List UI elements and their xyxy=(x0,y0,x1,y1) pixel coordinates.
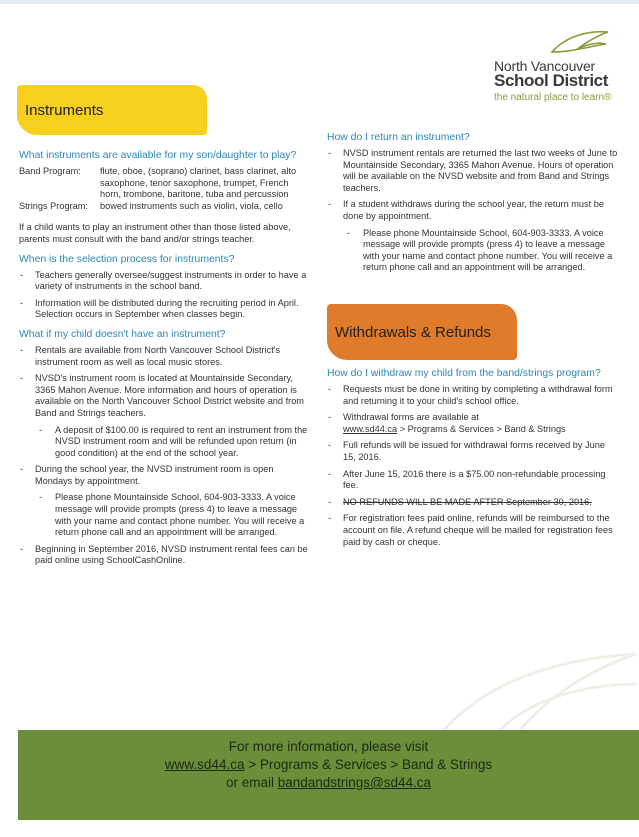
question-return-instrument: How do I return an instrument? xyxy=(327,132,470,143)
list-item: - After June 15, 2016 there is a $75.00 non-refundable processing fee. xyxy=(327,469,619,492)
top-rule xyxy=(0,0,639,4)
footer-banner xyxy=(18,730,639,820)
right-column xyxy=(327,132,619,282)
strings-program-row xyxy=(19,201,309,213)
forms-available-text: Withdrawal forms are available at xyxy=(343,412,479,423)
list-item: - A deposit of $100.00 is required to rent an instrument from the NVSD instrument room and will be refunded upon return (in good condition) at the end of the school year. xyxy=(19,425,309,460)
withdrawals-banner: Withdrawals & Refunds xyxy=(327,304,517,360)
logo-line2: School District xyxy=(494,71,608,90)
list-item: - Full refunds will be issued for withdrawal forms received by June 15, 2016. xyxy=(327,440,619,463)
list-item: - If a student withdraws during the school year, the return must be done by appointment. xyxy=(327,199,619,222)
list-item xyxy=(327,412,619,435)
strings-program-text: bowed instruments such as violin, viola, cello xyxy=(100,200,283,211)
footer-path: > Programs & Services > Band & Strings xyxy=(244,757,493,772)
list-item: - Information will be distributed during the recruiting period in April. Selection occurs in September when classes begin. xyxy=(19,298,309,321)
forms-path: > Programs & Services > Band & Strings xyxy=(397,423,566,434)
list-item: - NVSD instrument rentals are returned the last two weeks of June to Mountainside Secondary, 3365 Mahon Avenue. Hours of operation will be available on the NVSD website and from Band and Strings teachers. xyxy=(327,148,619,194)
footer-line2 xyxy=(18,756,639,774)
list-item: - Please phone Mountainside School, 604-903-3333. A voice message will provide prompts (press 4) to leave a message with your name and contact phone number. You will receive a return phone call and an appointment will be arranged. xyxy=(327,228,619,274)
sd44-link[interactable]: www.sd44.ca xyxy=(343,423,398,434)
question-selection-process: When is the selection process for instruments? xyxy=(19,253,235,265)
footer-email-prefix: or email xyxy=(225,775,278,790)
logo-tagline: the natural place to learn® xyxy=(494,92,612,103)
other-instrument-note: If a child wants to play an instrument other than those listed above, parents must consult with the band and/or strings teacher. xyxy=(19,222,291,244)
list-item: - Rentals are available from North Vancouver School District's instrument room as well as local music stores. xyxy=(19,345,309,368)
list-item: - Please phone Mountainside School, 604-903-3333. A voice message will provide prompts (press 4) to leave a message with your name and contact phone number. You will receive a return phone call and an appointment will be arranged. xyxy=(19,492,309,538)
leaf-logo-icon xyxy=(550,28,610,56)
list-item: - Requests must be done in writing by completing a withdrawal form and returning it to your child's school office. xyxy=(327,384,619,407)
withdraw-list xyxy=(327,384,619,548)
selection-list xyxy=(19,270,309,321)
list-item: - Teachers generally oversee/suggest instruments in order to have a variety of instruments in the school band. xyxy=(19,270,309,293)
list-item: - NVSD's instrument room is located at Mountainside Secondary, 3365 Mahon Avenue. More information and hours of operation is available on the North Vancouver School District website and from Band and Strings teachers. xyxy=(19,373,309,419)
logo-line1: North Vancouver xyxy=(494,58,596,74)
strings-program-label: Strings Program: xyxy=(19,200,88,211)
footer-email-link[interactable]: bandandstrings@sd44.ca xyxy=(277,775,432,790)
leaf-watermark-icon xyxy=(440,640,639,732)
question-instruments-available: What instruments are available for my son/daughter to play? xyxy=(19,150,297,161)
footer-sd44-link[interactable]: www.sd44.ca xyxy=(164,757,245,772)
band-program-label: Band Program: xyxy=(19,166,81,176)
list-item: - Beginning in September 2016, NVSD instrument rental fees can be paid online using SchoolCashOnline. xyxy=(19,544,309,567)
question-no-instrument: What if my child doesn't have an instrument? xyxy=(19,328,226,340)
list-item: - During the school year, the NVSD instrument room is open Mondays by appointment. xyxy=(19,464,309,487)
instruments-banner: Instruments xyxy=(17,85,207,135)
no-instrument-list xyxy=(19,345,309,567)
question-withdraw: How do I withdraw my child from the band/strings program? xyxy=(327,368,601,379)
list-item: - For registration fees paid online, refunds will be reimbursed to the account on file. A refund cheque will be mailed for registration fees paid by cash or cheque. xyxy=(327,513,619,548)
footer-line3 xyxy=(18,774,639,792)
return-list xyxy=(327,148,619,274)
footer-line1: For more information, please visit xyxy=(228,739,429,754)
no-refunds-item: - NO REFUNDS WILL BE MADE AFTER September 30, 2016. xyxy=(327,497,619,509)
right-column-withdraw xyxy=(327,368,619,556)
band-program-row xyxy=(19,166,309,201)
band-program-text: flute, oboe, (soprano) clarinet, bass clarinet, alto saxophone, tenor saxophone, trumpet, French horn, trombone, baritone, tuba and percussion xyxy=(100,166,297,200)
left-column xyxy=(19,150,309,575)
